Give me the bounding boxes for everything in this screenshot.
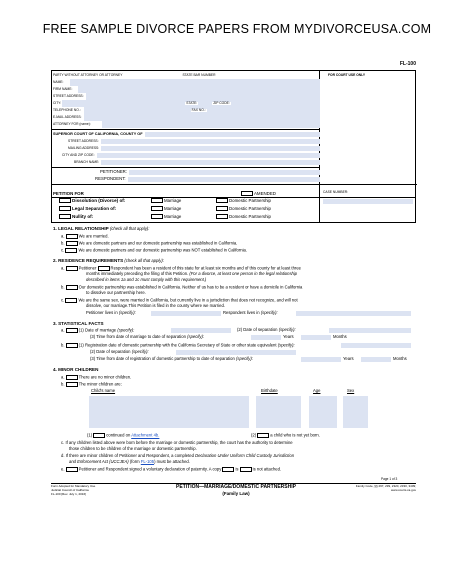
- s4-d-text4: (form: [129, 459, 140, 464]
- court-street-field[interactable]: [101, 139, 320, 144]
- s1-b-checkbox[interactable]: [66, 241, 78, 246]
- party-label: PARTY WITHOUT ATTORNEY OR ATTORNEY: [53, 72, 123, 77]
- dp-label: Domestic Partnership: [229, 198, 271, 203]
- child-sex-field[interactable]: [343, 396, 368, 428]
- s3-a2-label: (2) Date of separation: [237, 327, 278, 332]
- months-label: Months: [333, 334, 347, 339]
- s2-a-respondent: Respondent: [110, 265, 134, 271]
- letter: a.: [61, 233, 65, 239]
- header-left: [52, 71, 320, 199]
- respondent-lives-field[interactable]: [296, 311, 411, 316]
- s3-title: 3. STATISTICAL FACTS: [53, 321, 104, 326]
- separation-option[interactable]: [59, 206, 116, 211]
- specify: (specify):: [260, 310, 278, 315]
- child-birthdate-field[interactable]: [256, 396, 301, 428]
- s2-heading: [53, 258, 164, 264]
- court-mail-label: MAILING ADDRESS:: [68, 145, 100, 150]
- respondent-label: RESPONDENT:: [95, 176, 126, 182]
- divider: [319, 183, 320, 222]
- attorney-for-field[interactable]: [52, 121, 320, 128]
- petition-form: [51, 62, 416, 580]
- amended-option[interactable]: [241, 191, 276, 196]
- s2-b-text: Our domestic partnership was established in California. Neither of us has to be a resident or have a domicile in California: [78, 284, 303, 290]
- specify: (specify):: [235, 356, 253, 361]
- s4-c-line2: those children to be children of the marriage or domestic partnership.: [69, 446, 197, 451]
- case-number-label: CASE NUMBER:: [323, 190, 349, 194]
- s2-a-text: has been a resident of this state for at least six months and of this county for at least three: [134, 265, 301, 271]
- petitioner-lives-label: Petitioner lives in: [86, 310, 118, 315]
- paren: (1): [87, 432, 93, 438]
- s4-d-text2: Declaration Under Uniform Child Custody Jurisdiction: [195, 453, 295, 458]
- nullity-label: Nullity of:: [72, 214, 94, 219]
- specify: (specify):: [118, 310, 136, 315]
- letter: a.: [61, 374, 65, 380]
- unborn-label: a child who is not yet born.: [270, 432, 320, 438]
- tel-field[interactable]: [52, 107, 320, 114]
- months-field[interactable]: [301, 335, 331, 340]
- s3-b2-label: (2) Date of separation: [90, 349, 131, 354]
- s4-c-text: If any children listed above were born before the marriage or domestic partnership, the court has the authority to determine: [65, 440, 293, 445]
- separation-date-field[interactable]: [329, 328, 411, 333]
- s3-a3: [90, 335, 204, 340]
- county-field[interactable]: [145, 132, 320, 137]
- dp-years-field[interactable]: [301, 357, 341, 362]
- s3-b1: (1) Registration date of domestic partnership with the California Secretary of State or other state equivalent: [78, 342, 277, 348]
- s3-a[interactable]: [61, 328, 134, 333]
- divider: [51, 183, 52, 222]
- zip-label: ZIP CODE:: [213, 100, 230, 105]
- petition-for-label: PETITION FOR: [53, 191, 84, 196]
- is-not-checkbox[interactable]: [240, 467, 252, 472]
- years-label: Years: [283, 334, 294, 339]
- case-number-field[interactable]: [323, 199, 413, 204]
- footer-left3: FL-100 [Rev. July 1, 2016]: [51, 491, 86, 496]
- nullity-checkbox[interactable]: [59, 214, 71, 219]
- letter: b.: [61, 381, 65, 387]
- separation-checkbox[interactable]: [59, 206, 71, 211]
- dp-months-field[interactable]: [361, 357, 391, 362]
- court-city-row: [52, 152, 320, 159]
- street-label: STREET ADDRESS:: [53, 93, 84, 98]
- s3-b-checkbox[interactable]: [66, 343, 78, 348]
- divider: [52, 184, 417, 185]
- s2-c-text: We are the same sex, were married in California, but currently live in a jurisdiction that does not recognize, and will not: [78, 297, 298, 303]
- s4-d-line2: [69, 460, 190, 465]
- specify: (specify):: [187, 334, 205, 339]
- is-not-label: is not: [252, 466, 263, 472]
- nullity-marriage-checkbox[interactable]: [151, 214, 163, 219]
- col-age: Age: [313, 388, 321, 393]
- divider: [52, 167, 320, 168]
- letter: a.: [61, 265, 65, 271]
- years-field[interactable]: [251, 335, 281, 340]
- s3-b3-label: (3) Time from date of registration of domestic partnership to date of separation: [90, 356, 235, 361]
- amended-label: AMENDED: [254, 191, 276, 196]
- s1-b-text: We are domestic partners and our domestic partnership was established in California.: [78, 240, 238, 246]
- s2-a-line3: described in items 1a and 1c must comply with this requirement.): [86, 277, 207, 282]
- s2-a-petitioner: Petitioner: [78, 265, 97, 271]
- respondent-row: [52, 176, 320, 183]
- s3-b2: [90, 350, 149, 355]
- footer-sub: (Family Law): [222, 490, 250, 496]
- petitioner-lives-field[interactable]: [151, 311, 221, 316]
- attorney-for-label: ATTORNEY FOR (name):: [53, 121, 91, 126]
- is-checkbox[interactable]: [222, 467, 234, 472]
- court-city-field[interactable]: [97, 153, 321, 158]
- s2-c-lives: [86, 311, 136, 316]
- letter: c.: [61, 247, 65, 253]
- court-use-label: FOR COURT USE ONLY: [328, 73, 366, 77]
- footer-site: www.courts.ca.gov: [390, 487, 416, 492]
- s3-a2: [237, 328, 296, 333]
- letter: d.: [61, 453, 65, 458]
- nullity-dp-checkbox[interactable]: [216, 214, 228, 219]
- court-city-label: CITY AND ZIP CODE:: [62, 152, 95, 157]
- divider: [51, 222, 416, 223]
- separation-dp-checkbox[interactable]: [216, 206, 228, 211]
- email-field[interactable]: [52, 114, 320, 121]
- s1-a[interactable]: [61, 234, 109, 239]
- nullity-marriage[interactable]: [151, 214, 181, 219]
- respondent-field[interactable]: [128, 177, 320, 182]
- s4-e[interactable]: [61, 467, 281, 472]
- city-label: CITY:: [53, 100, 62, 105]
- dp-label: Domestic Partnership: [229, 206, 271, 211]
- letter: a.: [61, 327, 65, 333]
- s4-b-checkbox[interactable]: [66, 382, 78, 387]
- s1-c[interactable]: [61, 248, 247, 253]
- form-id: FL-100: [399, 61, 416, 67]
- page-number: Page 1 of 3: [381, 477, 398, 481]
- marriage-label: Marriage: [164, 206, 182, 211]
- paren: (2): [251, 432, 257, 438]
- s3-a1: (1) Date of marriage: [78, 327, 117, 333]
- footer-title: PETITION—MARRIAGE/DOMESTIC PARTNERSHIP: [176, 484, 296, 490]
- s2-note: (check all that apply):: [124, 258, 164, 263]
- letter: e.: [61, 466, 65, 472]
- footer-right: [356, 485, 416, 493]
- letter: b.: [61, 284, 65, 290]
- s4-b-text: The minor children are:: [78, 381, 122, 387]
- tel-label: TELEPHONE NO.:: [53, 107, 81, 112]
- page-banner: FREE SAMPLE DIVORCE PAPERS FROM MYDIVORCEUSA.COM: [42, 22, 432, 36]
- is-label: is: [235, 466, 239, 472]
- amended-checkbox[interactable]: [241, 191, 253, 196]
- s4-title: 4. MINOR CHILDREN: [53, 367, 99, 372]
- years-label: Years: [343, 356, 354, 361]
- party-row: [52, 72, 320, 79]
- s1-title: 1. LEGAL RELATIONSHIP: [53, 226, 109, 231]
- nullity-option[interactable]: [59, 214, 93, 219]
- s2-a-text2: months immediately preceding the filing of this Petition.: [86, 271, 189, 276]
- letter: b.: [61, 342, 65, 348]
- s1-a-text: We are married.: [78, 233, 109, 239]
- specify: (specify):: [277, 342, 295, 348]
- separation-dp[interactable]: [216, 206, 271, 211]
- s4-d-text6: ) must be attached.: [154, 459, 190, 464]
- s4-a-text: There are no minor children.: [78, 374, 132, 380]
- dp-label: Domestic Partnership: [229, 214, 271, 219]
- specify: (specify):: [117, 327, 135, 333]
- nullity-dp[interactable]: [216, 214, 271, 219]
- court-branch-label: BRANCH NAME:: [74, 159, 100, 164]
- court-mail-field[interactable]: [101, 146, 320, 151]
- s1-b[interactable]: [61, 241, 237, 246]
- s1-c-text: We are domestic partners and our domestic partnership was NOT established in California.: [78, 247, 248, 253]
- specify: (specify):: [131, 349, 149, 354]
- bar-label: STATE BAR NUMBER: [182, 72, 216, 77]
- s3-a3-label: (3) Time from date of marriage to date of separation: [90, 334, 186, 339]
- footer-left2: Judicial Council of California: [51, 487, 89, 492]
- s4-continued[interactable]: [87, 433, 159, 438]
- footer-left: [51, 485, 95, 496]
- s1-note: (check all that apply):: [109, 226, 150, 231]
- s2-c-lives-r: [223, 311, 278, 316]
- s4-unborn[interactable]: [251, 433, 320, 438]
- city-field[interactable]: [52, 100, 320, 107]
- attachment-link[interactable]: Attachment 4b.: [131, 432, 160, 438]
- s2-title: 2. RESIDENCE REQUIREMENTS: [53, 258, 124, 263]
- firm-field[interactable]: [52, 86, 320, 93]
- name-field[interactable]: [52, 79, 320, 86]
- footer-title-block: [146, 485, 326, 496]
- s3-b[interactable]: [61, 343, 295, 348]
- unborn-checkbox[interactable]: [257, 433, 269, 438]
- dissolution-marriage-checkbox[interactable]: [151, 198, 163, 203]
- marriage-date-field[interactable]: [171, 328, 231, 333]
- court-branch-row: [52, 159, 320, 166]
- court-street-row: [52, 138, 320, 145]
- firm-label: FIRM NAME:: [53, 86, 73, 91]
- divider: [415, 183, 416, 222]
- registration-date-field[interactable]: [341, 343, 411, 348]
- court-title: [52, 131, 320, 138]
- letter: c.: [61, 440, 65, 445]
- s3-a-checkbox[interactable]: [66, 328, 78, 333]
- attached-label: attached.: [263, 466, 282, 472]
- respondent-lives-label: Respondent lives in: [223, 310, 260, 315]
- dissolution-marriage[interactable]: [151, 198, 181, 203]
- s4-a[interactable]: [61, 375, 131, 380]
- separation-marriage-checkbox[interactable]: [151, 206, 163, 211]
- dissolution-checkbox[interactable]: [59, 198, 71, 203]
- s4-e-text: Petitioner and Respondent signed a voluntary declaration of paternity. A copy: [78, 466, 222, 472]
- col-birthdate: Birthdate: [261, 388, 278, 393]
- col-sex: Sex: [347, 388, 355, 393]
- s4-d-text3: and Enforcement Act (UCCJEA): [69, 459, 129, 464]
- s4-b[interactable]: [61, 382, 122, 387]
- email-label: E-MAIL ADDRESS:: [53, 114, 82, 119]
- name-label: NAME:: [53, 79, 64, 84]
- continued-label: continued on: [106, 432, 131, 438]
- s3-b3: [90, 357, 253, 362]
- letter: b.: [61, 240, 65, 246]
- court-street-label: STREET ADDRESS:: [68, 138, 99, 143]
- fax-label: FAX NO.:: [191, 107, 206, 112]
- s1-a-checkbox[interactable]: [66, 234, 78, 239]
- s4-d-text: If there are minor children of Petitioner and Respondent, a completed: [65, 453, 194, 458]
- s4-e-checkbox[interactable]: [66, 467, 78, 472]
- form-header: [51, 70, 416, 198]
- s2-c-line2: dissolve, our marriage.This Petition is filed in the county where we married.: [86, 303, 225, 308]
- separation-label: Legal Separation of:: [72, 206, 117, 211]
- petitioner-row: [52, 169, 320, 176]
- s4-a-checkbox[interactable]: [66, 375, 78, 380]
- dp-separation-date-field[interactable]: [176, 350, 296, 355]
- petitioner-label: PETITIONER:: [100, 169, 127, 175]
- street-field[interactable]: [52, 93, 320, 100]
- continued-checkbox[interactable]: [93, 433, 105, 438]
- state-label: STATE:: [186, 100, 198, 105]
- s2-a-checkbox[interactable]: [66, 266, 78, 271]
- marriage-label: Marriage: [164, 214, 182, 219]
- separation-marriage[interactable]: [151, 206, 181, 211]
- dissolution-dp-checkbox[interactable]: [216, 198, 228, 203]
- s2-b-checkbox[interactable]: [66, 285, 78, 290]
- s1-c-checkbox[interactable]: [65, 248, 77, 253]
- child-name-field[interactable]: [89, 396, 249, 428]
- footer-code: Family Code, §§ 297, 299, 2320, 2330, 3409;: [355, 484, 416, 488]
- child-age-field[interactable]: [309, 396, 337, 428]
- fl105-link[interactable]: FL-105: [140, 459, 155, 464]
- s1-heading: [53, 226, 149, 232]
- dissolution-dp[interactable]: [216, 198, 271, 203]
- specify: (specify):: [278, 327, 296, 332]
- court-mail-row: [52, 145, 320, 152]
- s2-b-line2: to dissolve our partnership here.: [86, 290, 146, 295]
- footer-left1: Form Adopted for Mandatory Use: [51, 484, 96, 488]
- dissolution-option[interactable]: [59, 198, 125, 203]
- court-branch-field[interactable]: [101, 160, 320, 165]
- dissolution-label: Dissolution (Divorce) of:: [72, 198, 126, 203]
- s2-a-text3: (For a divorce, at least one person in the legal relationship: [189, 271, 298, 276]
- marriage-label: Marriage: [164, 198, 182, 203]
- letter: c.: [61, 297, 65, 303]
- s2-c-checkbox[interactable]: [65, 298, 77, 303]
- court-label: SUPERIOR COURT OF CALIFORNIA, COUNTY OF: [53, 132, 143, 137]
- petitioner-field[interactable]: [129, 170, 320, 175]
- col-name: Child's name: [91, 388, 116, 393]
- divider: [52, 129, 320, 130]
- months-label: Months: [393, 356, 407, 361]
